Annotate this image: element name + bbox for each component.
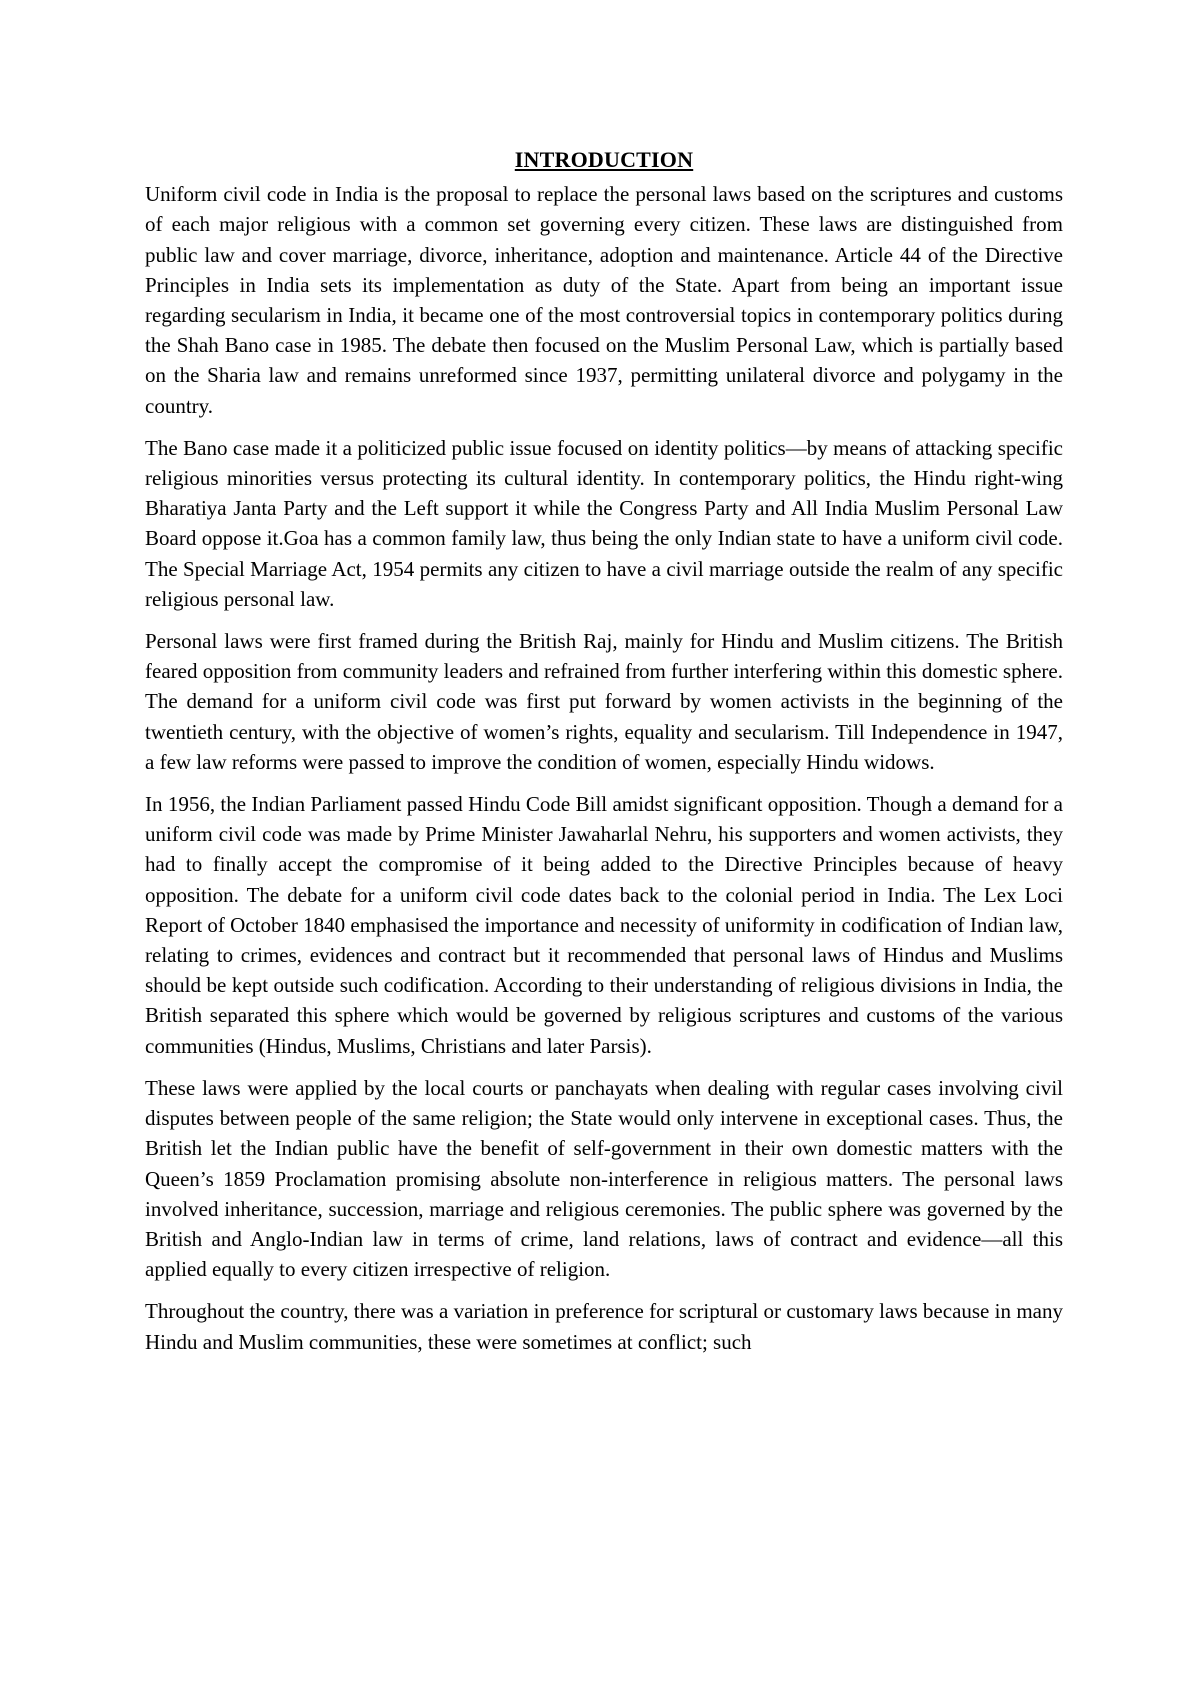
- paragraph-2: The Bano case made it a politicized public issue focused on identity politics—by means of attacking specific religious minorities versus protecting its cultural identity. In contemporary politics, the Hindu right-wing Bharatiya Janta Party and the Left support it while the Congress Party and All India Muslim Personal Law Board oppose it.Goa has a common family law, thus being the only Indian state to have a uniform civil code. The Special Marriage Act, 1954 permits any citizen to have a civil marriage outside the realm of any specific religious personal law.: [145, 435, 1063, 611]
- document-page: [145, 145, 1063, 1369]
- paragraph-3: Personal laws were first framed during the British Raj, mainly for Hindu and Muslim citizens. The British feared opposition from community leaders and refrained from further interfering within this domestic sphere. The demand for a uniform civil code was first put forward by women activists in the beginning of the twentieth century, with the objective of women’s rights, equality and secularism. Till Independence in 1947, a few law reforms were passed to improve the condition of women, especially Hindu widows.: [145, 629, 1063, 774]
- paragraph-6: Throughout the country, there was a variation in preference for scriptural or customary laws because in many Hindu and Muslim communities, these were sometimes at conflict; such: [145, 1299, 1063, 1354]
- document-title: INTRODUCTION: [514, 147, 694, 172]
- paragraph-4: In 1956, the Indian Parliament passed Hindu Code Bill amidst significant opposition. Though a demand for a uniform civil code was made by Prime Minister Jawaharlal Nehru, his supporters and women activists, they had to finally accept the compromise of it being added to the Directive Principles because of heavy opposition. The debate for a uniform civil code dates back to the colonial period in India. The Lex Loci Report of October 1840 emphasised the importance and necessity of uniformity in codification of Indian law, relating to crimes, evidences and contract but it recommended that personal laws of Hindus and Muslims should be kept outside such codification. According to their understanding of religious divisions in India, the British separated this sphere which would be governed by religious scriptures and customs of the various communities (Hindus, Muslims, Christians and later Parsis).: [145, 792, 1063, 1058]
- paragraph-1: Uniform civil code in India is the proposal to replace the personal laws based on the scriptures and customs of each major religious with a common set governing every citizen. These laws are distinguished from public law and cover marriage, divorce, inheritance, adoption and maintenance. Article 44 of the Directive Principles in India sets its implementation as duty of the State. Apart from being an important issue regarding secularism in India, it became one of the most controversial topics in contemporary politics during the Shah Bano case in 1985. The debate then focused on the Muslim Personal Law, which is partially based on the Sharia law and remains unreformed since 1937, permitting unilateral divorce and polygamy in the country.: [145, 182, 1063, 418]
- paragraph-5: These laws were applied by the local courts or panchayats when dealing with regular cases involving civil disputes between people of the same religion; the State would only intervene in exceptional cases. Thus, the British let the Indian public have the benefit of self-government in their own domestic matters with the Queen’s 1859 Proclamation promising absolute non-interference in religious matters. The personal laws involved inheritance, succession, marriage and religious ceremonies. The public sphere was governed by the British and Anglo-Indian law in terms of crime, land relations, laws of contract and evidence—all this applied equally to every citizen irrespective of religion.: [145, 1075, 1063, 1282]
